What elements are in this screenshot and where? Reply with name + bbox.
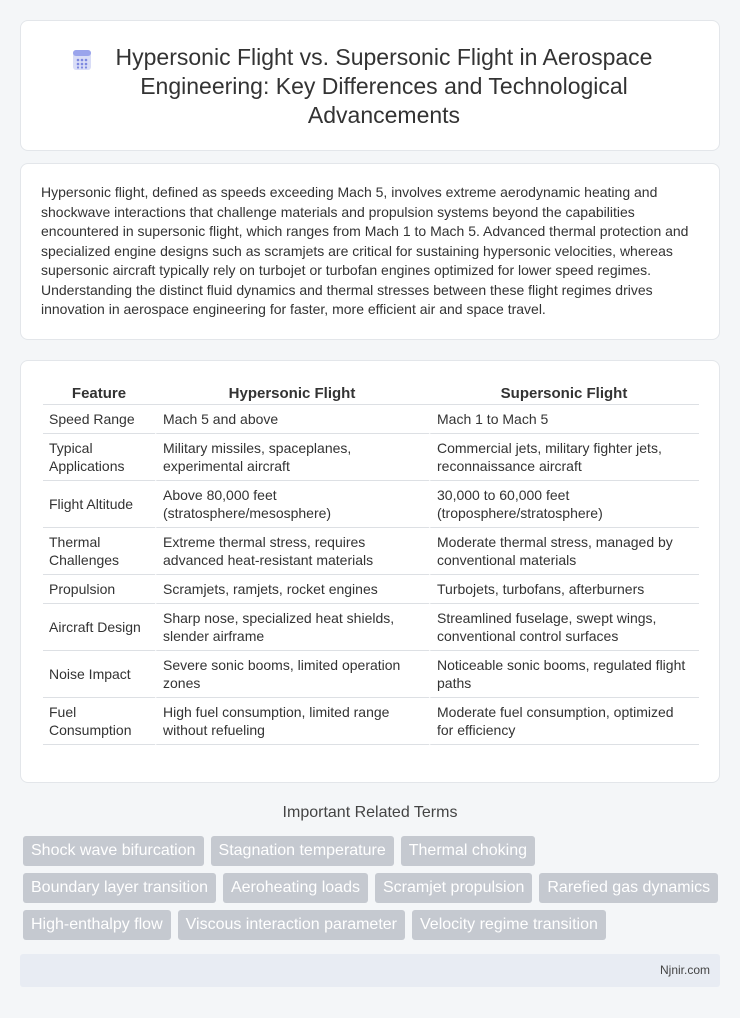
hypersonic-cell: Above 80,000 feet (stratosphere/mesosphere) [155,481,429,528]
feature-cell: Thermal Challenges [43,528,155,575]
feature-cell: Aircraft Design [43,604,155,651]
term-tag[interactable]: Velocity regime transition [412,910,606,940]
header-supersonic: Supersonic Flight [429,381,699,405]
feature-cell: Typical Applications [43,434,155,481]
hypersonic-cell: High fuel consumption, limited range without refueling [155,698,429,745]
related-terms-heading: Important Related Terms [282,804,458,821]
table-row [43,434,699,481]
term-tag[interactable]: Boundary layer transition [23,873,216,903]
supersonic-cell: Mach 1 to Mach 5 [429,405,699,434]
term-tag[interactable]: Thermal choking [401,836,535,866]
footer-site[interactable]: Njnir.com [659,963,710,977]
supersonic-cell: Noticeable sonic booms, regulated flight paths [429,651,699,698]
supersonic-cell: Turbojets, turbofans, afterburners [429,575,699,604]
intro-paragraph: Hypersonic flight, defined as speeds exceeding Mach 5, involves extreme aerodynamic heating and shockwave interactions that challenge materials and propulsion systems beyond the capabilities encountered in supersonic flight, which ranges from Mach 1 to Mach 5. Advanced thermal protection and specialized engine designs such as scramjets are critical for sustaining hypersonic velocities, whereas supersonic aircraft typically rely on turbojet or turbofan engines optimized for lower speed regimes. Understanding the distinct fluid dynamics and thermal stresses between these flight regimes drives innovation in aerospace engineering for faster, more efficient air and space travel. [41,184,689,317]
table-row [43,575,699,604]
term-row [23,836,723,866]
term-tag[interactable]: Viscous interaction parameter [178,910,405,940]
supersonic-cell: Commercial jets, military fighter jets, reconnaissance aircraft [429,434,699,481]
term-row [23,910,723,940]
term-tag[interactable]: Rarefied gas dynamics [539,873,718,903]
comparison-card [20,360,720,783]
feature-cell: Fuel Consumption [43,698,155,745]
related-terms [23,836,723,947]
comparison-table [43,381,699,745]
footer [20,954,720,987]
term-tag[interactable]: Scramjet propulsion [375,873,532,903]
supersonic-cell: Streamlined fuselage, swept wings, conventional control surfaces [429,604,699,651]
term-tag[interactable]: Aeroheating loads [223,873,368,903]
supersonic-cell: 30,000 to 60,000 feet (troposphere/stratosphere) [429,481,699,528]
table-row [43,405,699,434]
hypersonic-cell: Military missiles, spaceplanes, experimental aircraft [155,434,429,481]
hypersonic-cell: Scramjets, ramjets, rocket engines [155,575,429,604]
supersonic-cell: Moderate fuel consumption, optimized for efficiency [429,698,699,745]
feature-cell: Propulsion [43,575,155,604]
hypersonic-cell: Sharp nose, specialized heat shields, slender airframe [155,604,429,651]
title-card [20,20,720,151]
hypersonic-cell: Mach 5 and above [155,405,429,434]
term-tag[interactable]: Stagnation temperature [211,836,394,866]
feature-cell: Flight Altitude [43,481,155,528]
hypersonic-cell: Extreme thermal stress, requires advanced heat-resistant materials [155,528,429,575]
term-tag[interactable]: Shock wave bifurcation [23,836,204,866]
intro-card [20,163,720,340]
header-feature: Feature [43,381,155,405]
term-row [23,873,723,903]
table-row [43,651,699,698]
header-hypersonic: Hypersonic Flight [155,381,429,405]
hypersonic-cell: Severe sonic booms, limited operation zones [155,651,429,698]
table-row [43,604,699,651]
table-row [43,481,699,528]
supersonic-cell: Moderate thermal stress, managed by conventional materials [429,528,699,575]
term-tag[interactable]: High-enthalpy flow [23,910,171,940]
table-row [43,698,699,745]
table-row [43,528,699,575]
feature-cell: Speed Range [43,405,155,434]
page-title: Hypersonic Flight vs. Supersonic Flight in Aerospace Engineering: Key Differences and Technological Advancements [115,44,653,128]
table-header-row [43,381,699,405]
feature-cell: Noise Impact [43,651,155,698]
